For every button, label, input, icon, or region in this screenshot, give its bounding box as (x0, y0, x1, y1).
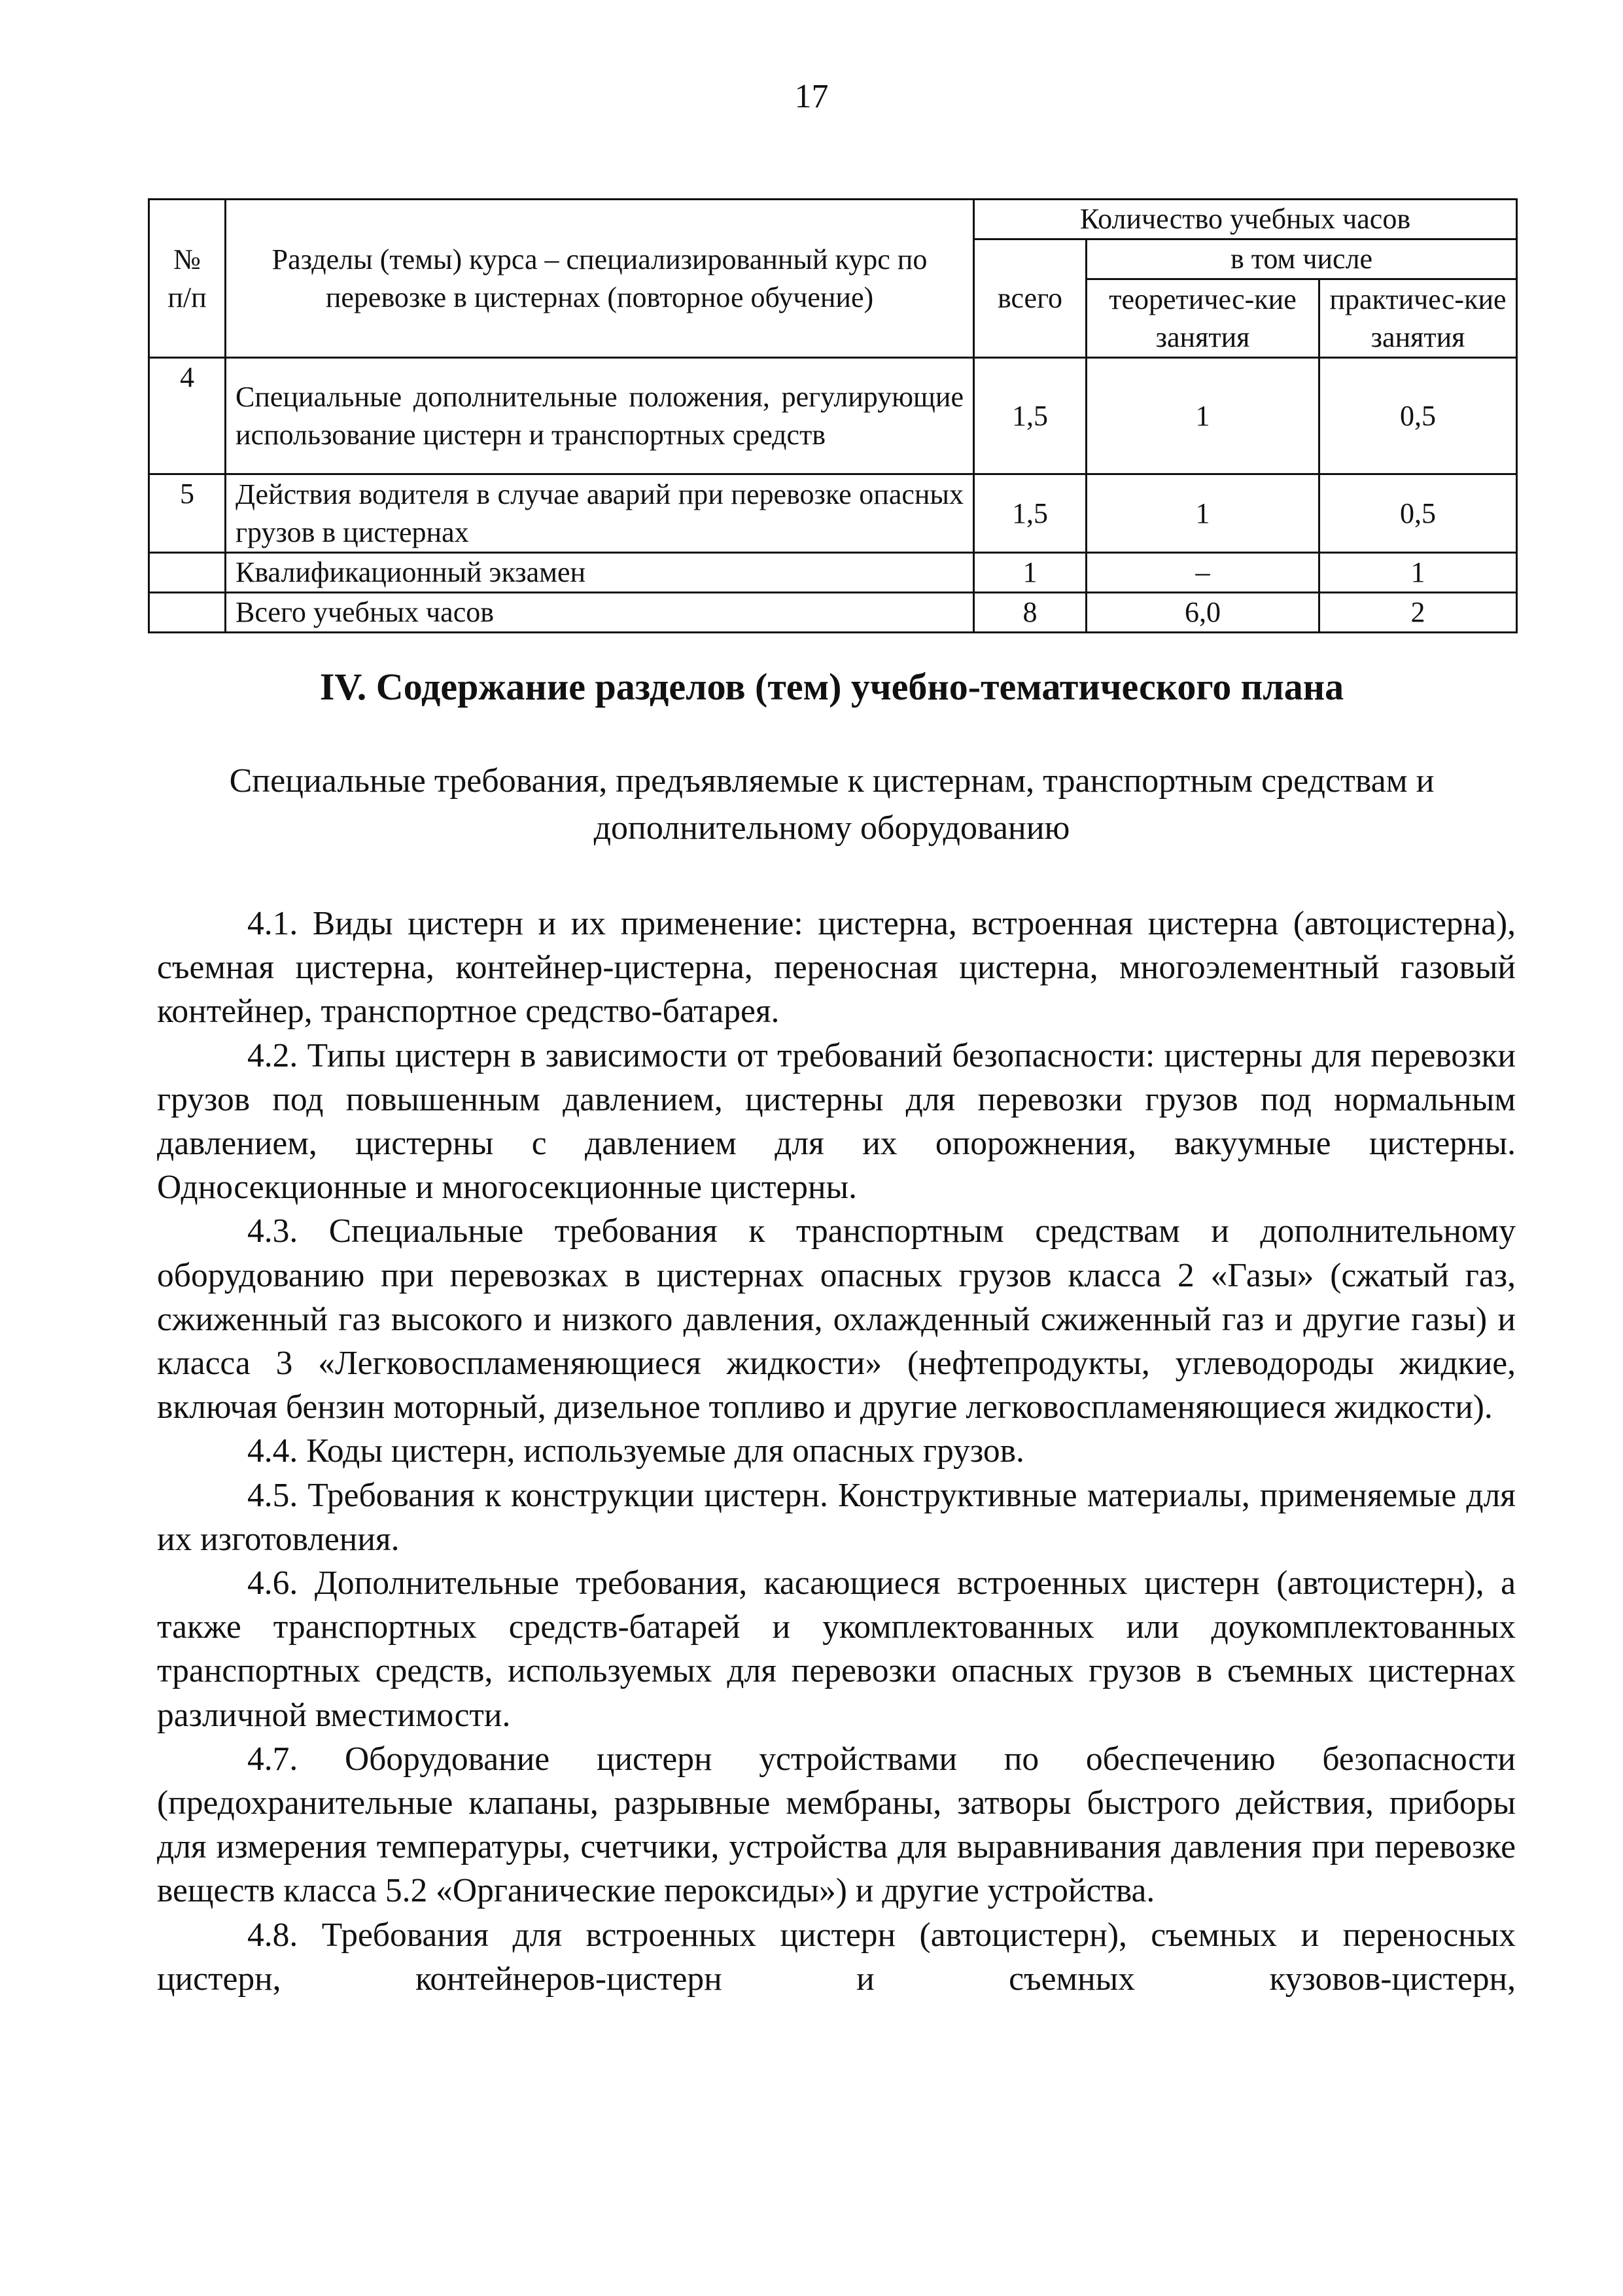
row-num (149, 593, 226, 633)
section-heading: IV. Содержание разделов (тем) учебно-тематического плана (319, 665, 1344, 708)
row-theory: 1 (1087, 474, 1319, 553)
section-body (157, 902, 1516, 2001)
row-practice: 1 (1319, 553, 1517, 593)
table-row (149, 553, 1517, 593)
row-total: 1,5 (974, 358, 1087, 474)
table-total-row (149, 593, 1517, 633)
header-including: в том числе (1087, 239, 1517, 279)
study-hours-table (148, 198, 1518, 633)
row-topic: Всего учебных часов (226, 593, 974, 633)
row-num (149, 553, 226, 593)
row-theory: 6,0 (1087, 593, 1319, 633)
row-theory: – (1087, 553, 1319, 593)
paragraph: 4.1. Виды цистерн и их применение: цистерна, встроенная цистерна (автоцистерна), съемная цистерна, контейнер-цистерна, переносная цистерна, многоэлементный газовый контейнер, транспортное средство-батарея. (157, 905, 1516, 1031)
row-total: 8 (974, 593, 1087, 633)
section-subheading: Специальные требования, предъявляемые к цистернам, транспортным средствам и дополнительному оборудованию (229, 762, 1435, 847)
paragraph: 4.7. Оборудование цистерн устройствами по обеспечению безопасности (предохранительные клапаны, разрывные мембраны, затворы быстрого действия, приборы для измерения температуры, счетчики, устройства для выравнивания давления при перевозке веществ класса 5.2 «Органические пероксиды») и другие устройства. (157, 1740, 1516, 1910)
table-row (149, 474, 1517, 553)
row-topic: Специальные дополнительные положения, регулирующие использование цистерн и транспортных средств (226, 358, 974, 474)
header-num: № п/п (149, 200, 226, 358)
row-practice: 0,5 (1319, 474, 1517, 553)
paragraph: 4.3. Специальные требования к транспортным средствам и дополнительному оборудованию при перевозках в цистернах опасных грузов класса 2 «Газы» (сжатый газ, сжиженный газ высокого и низкого давления, охлажденный сжиженный газ и другие газы) и класса 3 «Легковоспламеняющиеся жидкости» (нефтепродукты, углеводороды жидкие, включая бензин моторный, дизельное топливо и другие легковоспламеняющиеся жидкости). (157, 1212, 1516, 1426)
row-total: 1,5 (974, 474, 1087, 553)
paragraph: 4.2. Типы цистерн в зависимости от требований безопасности: цистерны для перевозки грузов под повышенным давлением, цистерны для перевозки грузов под нормальным давлением, цистерны с давлением для их опорожнения, вакуумные цистерны. Односекционные и многосекционные цистерны. (157, 1036, 1516, 1207)
paragraph: 4.4. Коды цистерн, используемые для опасных грузов. (247, 1432, 1024, 1470)
header-theory: теоретичес-кие занятия (1087, 279, 1319, 358)
header-topic: Разделы (темы) курса – специализированный курс по перевозке в цистернах (повторное обучение) (226, 200, 974, 358)
row-topic: Действия водителя в случае аварий при перевозке опасных грузов в цистернах (226, 474, 974, 553)
row-num: 4 (149, 358, 226, 474)
page-number: 17 (794, 78, 829, 115)
table-row (149, 358, 1517, 474)
header-hours: Количество учебных часов (974, 200, 1517, 239)
paragraph: 4.8. Требования для встроенных цистерн (автоцистерн), съемных и переносных цистерн, контейнеров-цистерн и съемных кузовов-цистерн, (157, 1916, 1516, 1998)
paragraph: 4.6. Дополнительные требования, касающиеся встроенных цистерн (автоцистерн), а также транспортных средств-батарей и укомплектованных или доукомплектованных транспортных средств, используемых для перевозки опасных грузов в съемных цистернах различной вместимости. (157, 1564, 1516, 1734)
row-practice: 2 (1319, 593, 1517, 633)
header-practice: практичес-кие занятия (1319, 279, 1517, 358)
paragraph: 4.5. Требования к конструкции цистерн. Конструктивные материалы, применяемые для их изготовления. (157, 1476, 1516, 1558)
row-topic: Квалификационный экзамен (226, 553, 974, 593)
header-total: всего (974, 239, 1087, 358)
row-practice: 0,5 (1319, 358, 1517, 474)
row-num: 5 (149, 474, 226, 553)
row-theory: 1 (1087, 358, 1319, 474)
row-total: 1 (974, 553, 1087, 593)
